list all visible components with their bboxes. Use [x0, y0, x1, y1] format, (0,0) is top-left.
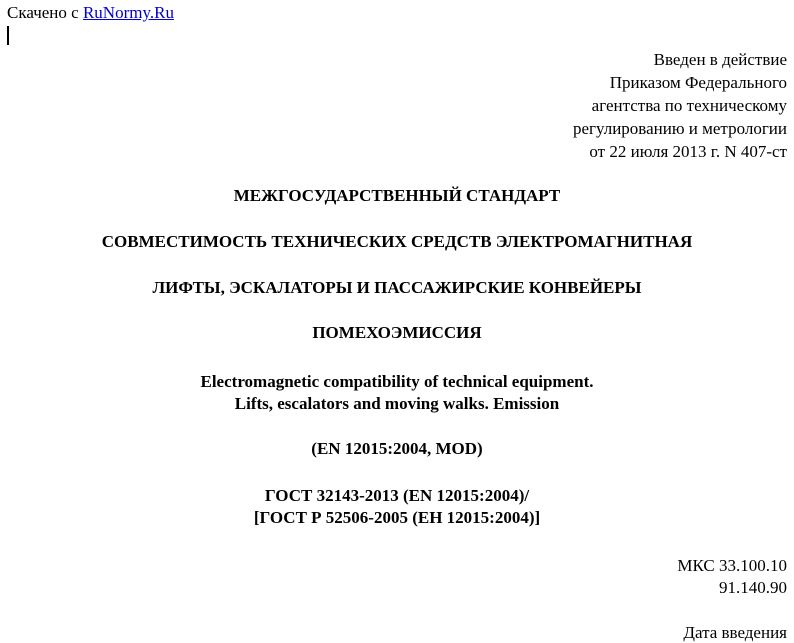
gost-designation-line-1: ГОСТ 32143-2013 (EN 12015:2004)/ — [264, 486, 530, 505]
approval-line: Приказом Федерального — [609, 73, 787, 92]
approval-line: регулированию и метрологии — [572, 119, 787, 138]
runormy-link[interactable]: RuNormy.Ru — [82, 3, 174, 22]
mks-classification — [677, 555, 787, 599]
approval-line: от 22 июля 2013 г. N 407-ст — [589, 142, 787, 161]
title-line-1: СОВМЕСТИМОСТЬ ТЕХНИЧЕСКИХ СРЕДСТВ ЭЛЕКТРОМАГНИТНАЯ — [101, 232, 693, 251]
standard-type-heading: МЕЖГОСУДАРСТВЕННЫЙ СТАНДАРТ — [233, 186, 561, 205]
approval-line: Введен в действие — [653, 50, 787, 69]
intro-date-label: Дата введения — [683, 623, 787, 642]
title-line-3: ПОМЕХОЭМИССИЯ — [312, 323, 482, 342]
mks-line-2: 91.140.90 — [719, 578, 787, 597]
english-title-line-2: Lifts, escalators and moving walks. Emission — [234, 394, 560, 413]
english-title — [0, 371, 794, 415]
en-reference: (EN 12015:2004, MOD) — [311, 439, 483, 458]
gost-designation — [0, 485, 794, 529]
download-source-line — [7, 3, 174, 23]
mks-line-1: МКС 33.100.10 — [677, 556, 787, 575]
approval-block — [573, 48, 787, 163]
gost-designation-line-2: [ГОСТ Р 52506-2005 (ЕН 12015:2004)] — [253, 508, 541, 527]
approval-line: агентства по техническому — [591, 96, 787, 115]
download-source-prefix: Скачено с — [7, 3, 79, 22]
text-cursor — [7, 26, 9, 45]
title-line-2: ЛИФТЫ, ЭСКАЛАТОРЫ И ПАССАЖИРСКИЕ КОНВЕЙЕРЫ — [152, 278, 642, 297]
english-title-line-1: Electromagnetic compatibility of technical equipment. — [200, 372, 594, 391]
